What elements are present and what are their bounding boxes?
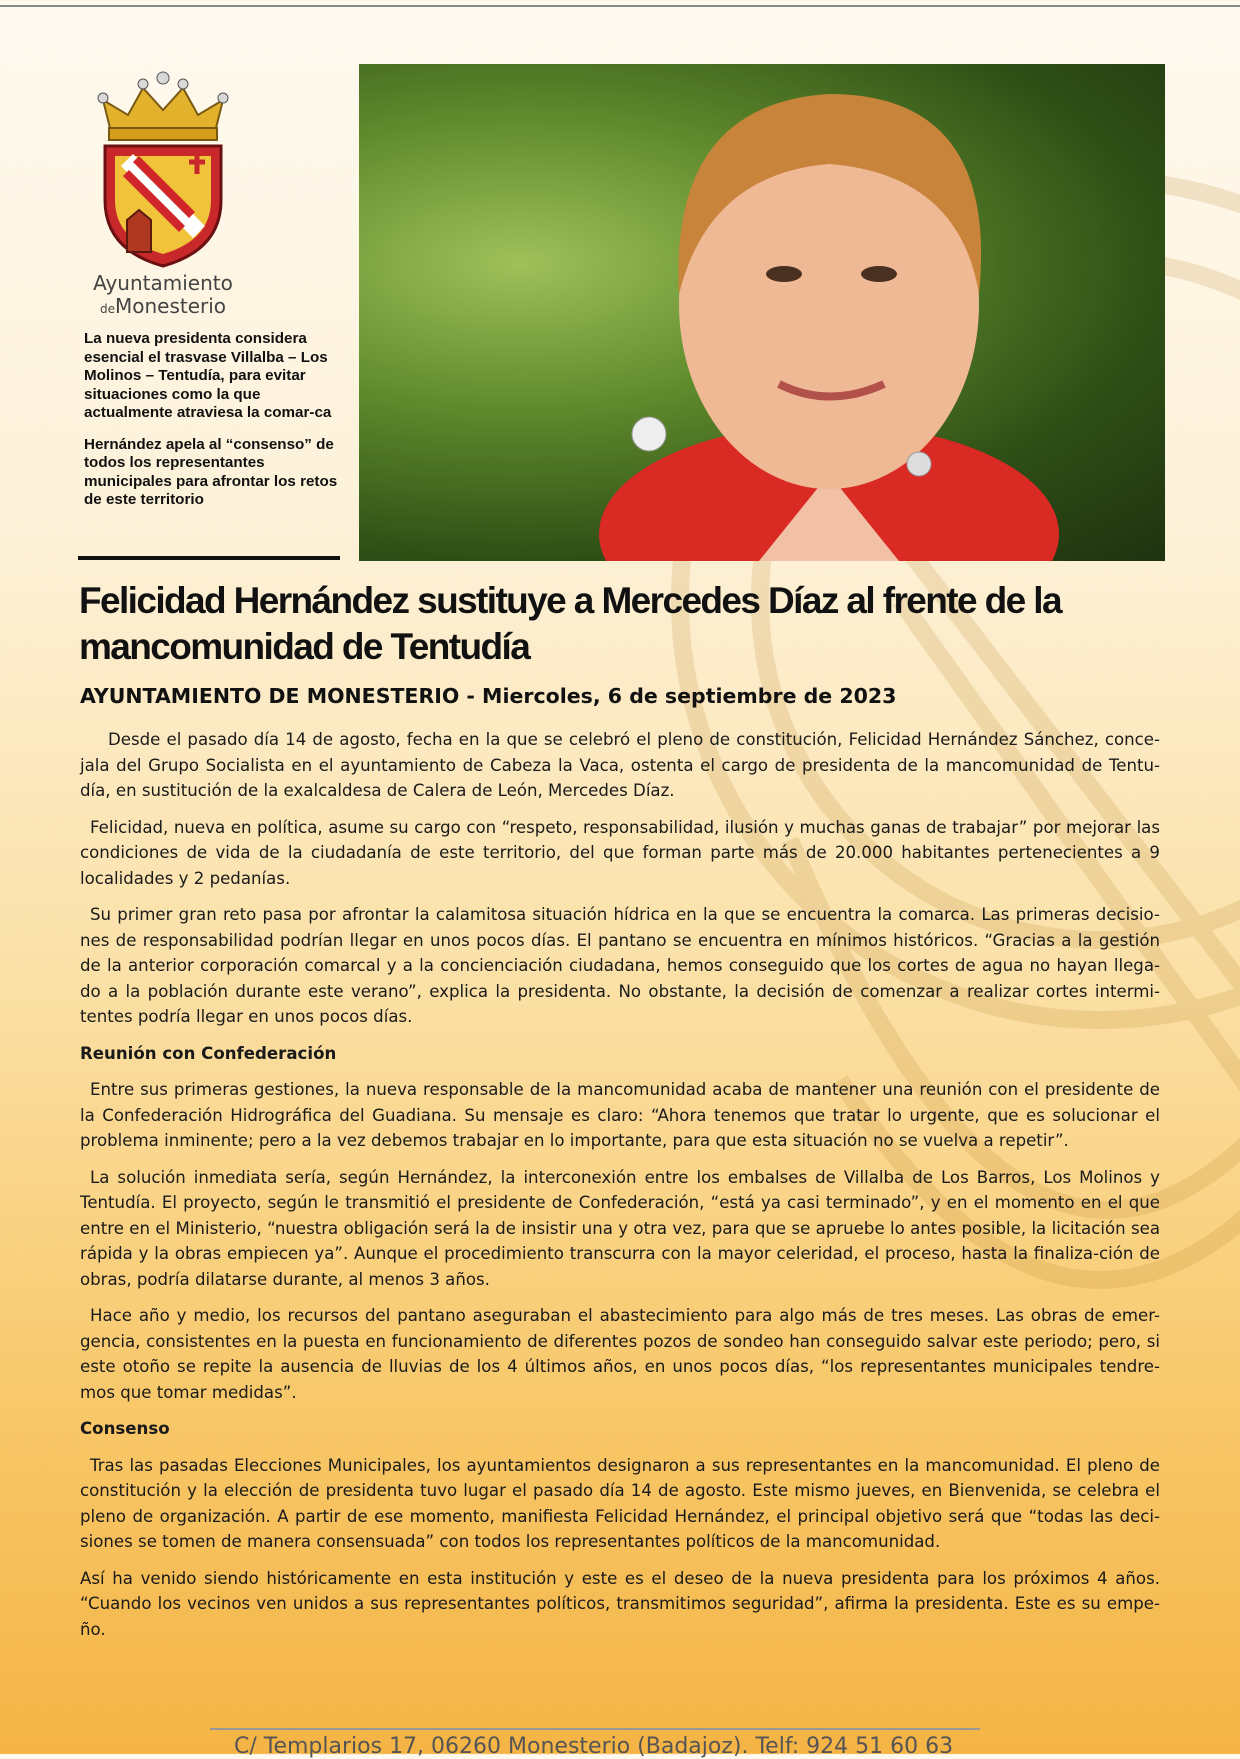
- paragraph-5: La solución inmediata sería, según Hernández, la interconexión entre los embalses de Villalba de Los Barros, Los Molinos y Tentudía. El proyecto, según le transmitió el presidente de Confederación, “está ya casi terminado”, y en el momento en el que entre en el Ministerio, “nuestra obligación será la de insistir una y otra vez, para que se apruebe lo antes posible, la licitación sea rápida y la obras empiecen ya”. Aunque el procedimiento transcurra con la mayor celeridad, el proceso, hasta la finaliza-ción de obras, podría dilatarse durante, al menos 3 años.: [80, 1167, 1160, 1289]
- footer-divider: [210, 1728, 980, 1730]
- coat-of-arms-icon: [93, 70, 233, 270]
- top-border: [0, 5, 1240, 7]
- subheading-reunion: Reunión con Confederación: [80, 1043, 337, 1063]
- paragraph-3: Su primer gran reto pasa por afrontar la calamitosa situación hídrica en la que se encuentra la comarca. Las primeras decisio-nes de responsabilidad podrían llegar en unos pocos días. El pantano se encuentra en mínimos históricos. “Gracias a la gestión de la anterior corporación comarcal y a la concienciación ciudadana, hemos conseguido que los cortes de agua no hayan llega-do a la población durante este verano”, explica la presidenta. No obstante, la decisión de comenzar a realizar cortes intermi-tentes podría llegar en unos pocos días.: [80, 905, 1160, 1026]
- portrait-photo: [359, 64, 1165, 561]
- logo-prefix: de: [99, 302, 115, 316]
- paragraph-1: Desde el pasado día 14 de agosto, fecha en la que se celebró el pleno de constitución, Felicidad Hernández Sánchez, conce-jala del Grupo Socialista en el ayuntamiento de Cabeza la Vaca, ostenta el cargo de presidenta de la mancomunidad de Tentu-día, en sustitución de la exalcaldesa de Calera de León, Mercedes Díaz.: [80, 730, 1160, 800]
- highlight-1: La nueva presidenta considera esencial el trasvase Villalba – Los Molinos – Tentudía, para evitar situaciones como la que actualmente atraviesa la comar-ca: [84, 330, 332, 421]
- paragraph-7: Tras las pasadas Elecciones Municipales, los ayuntamientos designaron a sus representantes en la mancomunidad. El pleno de constitución y la elección de presidenta tuvo lugar el pasado día 14 de agosto. Este mismo jueves, en Bienvenida, se celebra el pleno de organización. A partir de ese momento, manifiesta Felicidad Hernández, el principal objetivo será que “todas las deci-siones se tomen de manera consensuada” con todos los representantes políticos de la mancomunidad.: [80, 1455, 1160, 1551]
- logo-line-2: Monesterio: [114, 294, 227, 318]
- footer-address: C/ Templarios 17, 06260 Monesterio (Badajoz). Telf: 924 51 60 63: [234, 1734, 954, 1759]
- article-headline: Felicidad Hernández sustituye a Mercedes Díaz al frente de la mancomunidad de Tentudía: [79, 580, 1061, 667]
- portrait-photo-figure: [359, 64, 1165, 561]
- paragraph-8: Así ha venido siendo históricamente en esta institución y este es el deseo de la nueva presidenta para los próximos 4 años. “Cuando los vecinos ven unidos a sus representantes políticos, transmitimos seguridad”, afirma la presidenta. Este es su empe-ño.: [80, 1568, 1160, 1639]
- paragraph-6: Hace año y medio, los recursos del pantano aseguraban el abastecimiento para algo más de tres meses. Las obras de emer-gencia, consistentes en la puesta en funcionamiento de diferentes pozos de sondeo han conseguido salvar este periodo; pero, si este otoño se repite la ausencia de lluvias de los 4 últimos años, en unos pocos días, “los representantes municipales tendre-mos que tomar medidas”.: [80, 1306, 1160, 1402]
- article-body: [80, 727, 1160, 1653]
- logo-line-1: Ayuntamiento: [93, 271, 233, 295]
- subheading-consenso: Consenso: [80, 1419, 170, 1438]
- paragraph-4: Entre sus primeras gestiones, la nueva responsable de la mancomunidad acaba de mantener una reunión con el presidente de la Confederación Hidrográfica del Guadiana. Su mensaje es claro: “Ahora tenemos que tratar lo urgente, que es solucionar el problema inminente; pero a la vez debemos trabajar en lo importante, para que esta situación no se vuelva a repetir”.: [80, 1080, 1160, 1150]
- sidebar-divider: [78, 556, 340, 560]
- article-highlights: [84, 330, 346, 523]
- article-dateline: AYUNTAMIENTO DE MONESTERIO - Miercoles, 6 de septiembre de 2023: [80, 684, 897, 708]
- paragraph-2: Felicidad, nueva en política, asume su cargo con “respeto, responsabilidad, ilusión y muchas ganas de trabajar” por mejorar las condiciones de vida de la ciudadanía de este territorio, del que forman parte más de 20.000 habitantes pertenecientes a 9 localidades y 2 pedanías.: [80, 817, 1160, 888]
- highlight-2: Hernández apela al “consenso” de todos los representantes municipales para afrontar los retos de este territorio: [84, 435, 338, 508]
- municipality-logo: [88, 70, 238, 321]
